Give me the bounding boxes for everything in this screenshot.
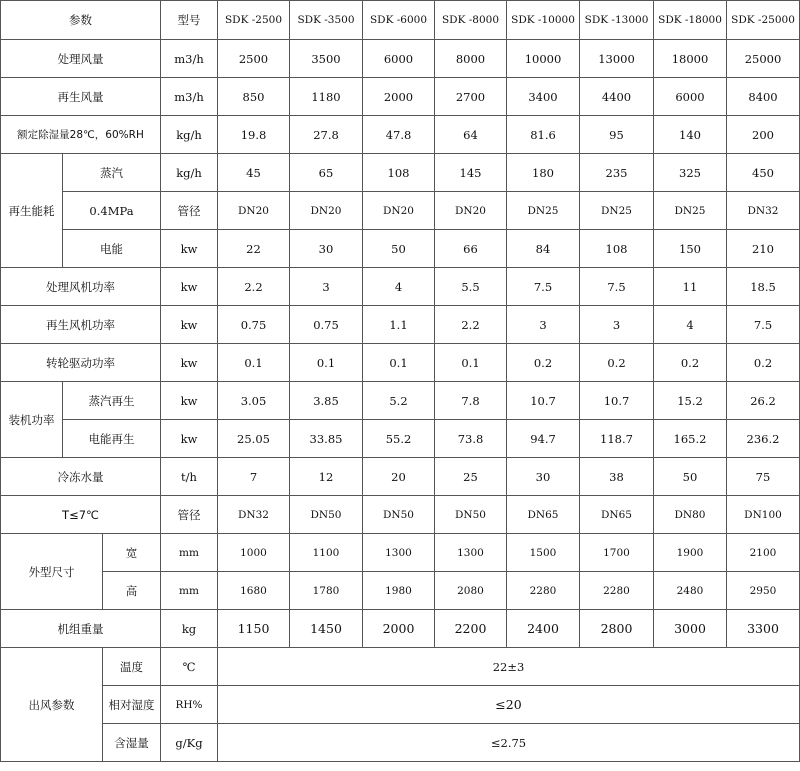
value-cell: 22 (218, 230, 290, 268)
model-cell: SDK -2500 (218, 1, 290, 40)
unit-cell: ℃ (161, 648, 218, 686)
value-cell: 6000 (363, 40, 435, 78)
value-cell: 1.1 (363, 306, 435, 344)
value-cell: 55.2 (363, 420, 435, 458)
value-cell: 145 (435, 154, 507, 192)
value-cell: 6000 (654, 78, 727, 116)
value-cell: DN80 (654, 496, 727, 534)
value-cell: 95 (580, 116, 654, 154)
value-cell: 2.2 (435, 306, 507, 344)
value-cell: 2950 (727, 572, 800, 610)
value-cell: DN50 (363, 496, 435, 534)
value-cell: 325 (654, 154, 727, 192)
table-row (1, 344, 800, 382)
row-label: 高 (103, 572, 161, 610)
value-cell: 1980 (363, 572, 435, 610)
row-label: 额定除湿量28℃，60%RH (1, 116, 161, 154)
table-row (1, 496, 800, 534)
value-cell: 2080 (435, 572, 507, 610)
row-label: 转轮驱动功率 (1, 344, 161, 382)
row-label: 再生风量 (1, 78, 161, 116)
value-cell: 0.75 (290, 306, 363, 344)
table-row (1, 458, 800, 496)
value-cell: 8000 (435, 40, 507, 78)
row-label: 处理风量 (1, 40, 161, 78)
value-cell: 10.7 (507, 382, 580, 420)
value-cell: DN65 (580, 496, 654, 534)
table-row (1, 116, 800, 154)
unit-cell: m3/h (161, 78, 218, 116)
unit-cell: mm (161, 572, 218, 610)
value-cell: 7.5 (580, 268, 654, 306)
row-label: 宽 (103, 534, 161, 572)
unit-cell: kw (161, 268, 218, 306)
value-cell: 18000 (654, 40, 727, 78)
value-cell: 10000 (507, 40, 580, 78)
value-cell: 4400 (580, 78, 654, 116)
unit-cell: t/h (161, 458, 218, 496)
value-cell: 140 (654, 116, 727, 154)
row-label: 含湿量 (103, 724, 161, 762)
table-row (1, 534, 800, 572)
model-header: 型号 (161, 1, 218, 40)
merged-value-cell: ≤20 (218, 686, 800, 724)
value-cell: 84 (507, 230, 580, 268)
value-cell: 0.2 (580, 344, 654, 382)
value-cell: 0.1 (290, 344, 363, 382)
value-cell: DN25 (507, 192, 580, 230)
value-cell: 3 (580, 306, 654, 344)
value-cell: 200 (727, 116, 800, 154)
value-cell: 10.7 (580, 382, 654, 420)
value-cell: 3300 (727, 610, 800, 648)
value-cell: DN20 (363, 192, 435, 230)
value-cell: DN25 (580, 192, 654, 230)
row-label: 再生风机功率 (1, 306, 161, 344)
value-cell: 2800 (580, 610, 654, 648)
row-label: 相对湿度 (103, 686, 161, 724)
value-cell: 2480 (654, 572, 727, 610)
value-cell: 450 (727, 154, 800, 192)
value-cell: 30 (507, 458, 580, 496)
value-cell: 1300 (435, 534, 507, 572)
row-label: 电能 (63, 230, 161, 268)
value-cell: 12 (290, 458, 363, 496)
unit-cell: kw (161, 382, 218, 420)
value-cell: 1780 (290, 572, 363, 610)
value-cell: 118.7 (580, 420, 654, 458)
value-cell: 25.05 (218, 420, 290, 458)
value-cell: 1680 (218, 572, 290, 610)
unit-cell: g/Kg (161, 724, 218, 762)
value-cell: 850 (218, 78, 290, 116)
table-row (1, 420, 800, 458)
group-label: 外型尺寸 (1, 534, 103, 610)
value-cell: 2700 (435, 78, 507, 116)
model-cell: SDK -10000 (507, 1, 580, 40)
row-label: 冷冻水量 (1, 458, 161, 496)
value-cell: 0.1 (218, 344, 290, 382)
value-cell: 26.2 (727, 382, 800, 420)
value-cell: 0.1 (363, 344, 435, 382)
value-cell: 2400 (507, 610, 580, 648)
value-cell: 1150 (218, 610, 290, 648)
value-cell: 108 (580, 230, 654, 268)
model-cell: SDK -25000 (727, 1, 800, 40)
value-cell: 4 (654, 306, 727, 344)
value-cell: 20 (363, 458, 435, 496)
value-cell: 27.8 (290, 116, 363, 154)
value-cell: DN50 (435, 496, 507, 534)
value-cell: 66 (435, 230, 507, 268)
unit-cell: kw (161, 306, 218, 344)
row-label: 处理风机功率 (1, 268, 161, 306)
unit-cell: kw (161, 420, 218, 458)
model-cell: SDK -18000 (654, 1, 727, 40)
header-row (1, 1, 800, 40)
table-row (1, 648, 800, 686)
value-cell: 30 (290, 230, 363, 268)
value-cell: DN20 (218, 192, 290, 230)
row-label: 电能再生 (63, 420, 161, 458)
row-label: 温度 (103, 648, 161, 686)
value-cell: 7 (218, 458, 290, 496)
unit-cell: kw (161, 344, 218, 382)
table-row (1, 382, 800, 420)
row-label: T≤7℃ (1, 496, 161, 534)
value-cell: 5.5 (435, 268, 507, 306)
table-row (1, 78, 800, 116)
value-cell: DN50 (290, 496, 363, 534)
unit-cell: RH% (161, 686, 218, 724)
value-cell: 3500 (290, 40, 363, 78)
value-cell: 2100 (727, 534, 800, 572)
value-cell: 8400 (727, 78, 800, 116)
group-label: 再生能耗 (1, 154, 63, 268)
value-cell: 1500 (507, 534, 580, 572)
value-cell: DN32 (218, 496, 290, 534)
table-row (1, 686, 800, 724)
value-cell: DN25 (654, 192, 727, 230)
table-row (1, 40, 800, 78)
unit-cell: kw (161, 230, 218, 268)
value-cell: 2.2 (218, 268, 290, 306)
value-cell: 3 (507, 306, 580, 344)
model-cell: SDK -13000 (580, 1, 654, 40)
value-cell: 165.2 (654, 420, 727, 458)
table-row (1, 572, 800, 610)
value-cell: 75 (727, 458, 800, 496)
unit-cell: 管径 (161, 192, 218, 230)
table-row (1, 154, 800, 192)
unit-cell: kg/h (161, 116, 218, 154)
value-cell: 50 (363, 230, 435, 268)
value-cell: DN20 (290, 192, 363, 230)
unit-cell: m3/h (161, 40, 218, 78)
unit-cell: kg/h (161, 154, 218, 192)
value-cell: 81.6 (507, 116, 580, 154)
row-label: 机组重量 (1, 610, 161, 648)
value-cell: 210 (727, 230, 800, 268)
unit-cell: 管径 (161, 496, 218, 534)
value-cell: 5.2 (363, 382, 435, 420)
value-cell: 33.85 (290, 420, 363, 458)
value-cell: 108 (363, 154, 435, 192)
value-cell: 73.8 (435, 420, 507, 458)
value-cell: 1700 (580, 534, 654, 572)
value-cell: 11 (654, 268, 727, 306)
value-cell: 2000 (363, 78, 435, 116)
value-cell: 3.85 (290, 382, 363, 420)
value-cell: 1100 (290, 534, 363, 572)
model-cell: SDK -8000 (435, 1, 507, 40)
value-cell: 50 (654, 458, 727, 496)
merged-value-cell: 22±3 (218, 648, 800, 686)
value-cell: 0.2 (507, 344, 580, 382)
table-row (1, 306, 800, 344)
row-label: 蒸汽 (63, 154, 161, 192)
value-cell: 94.7 (507, 420, 580, 458)
value-cell: 0.2 (727, 344, 800, 382)
value-cell: 0.2 (654, 344, 727, 382)
value-cell: 18.5 (727, 268, 800, 306)
value-cell: DN100 (727, 496, 800, 534)
value-cell: 2200 (435, 610, 507, 648)
value-cell: 1000 (218, 534, 290, 572)
value-cell: 0.75 (218, 306, 290, 344)
value-cell: 1450 (290, 610, 363, 648)
value-cell: 3400 (507, 78, 580, 116)
table-row (1, 268, 800, 306)
table-row (1, 610, 800, 648)
value-cell: 4 (363, 268, 435, 306)
value-cell: 65 (290, 154, 363, 192)
table-row (1, 724, 800, 762)
unit-cell: mm (161, 534, 218, 572)
value-cell: 235 (580, 154, 654, 192)
merged-value-cell: ≤2.75 (218, 724, 800, 762)
value-cell: 7.5 (507, 268, 580, 306)
value-cell: 3.05 (218, 382, 290, 420)
row-label: 0.4MPa (63, 192, 161, 230)
group-label: 出风参数 (1, 648, 103, 762)
value-cell: DN65 (507, 496, 580, 534)
value-cell: 15.2 (654, 382, 727, 420)
value-cell: 236.2 (727, 420, 800, 458)
value-cell: DN32 (727, 192, 800, 230)
value-cell: 2280 (580, 572, 654, 610)
value-cell: 3000 (654, 610, 727, 648)
value-cell: 19.8 (218, 116, 290, 154)
table-row (1, 192, 800, 230)
value-cell: 7.5 (727, 306, 800, 344)
value-cell: 7.8 (435, 382, 507, 420)
value-cell: 1300 (363, 534, 435, 572)
row-label: 蒸汽再生 (63, 382, 161, 420)
model-cell: SDK -6000 (363, 1, 435, 40)
group-label: 装机功率 (1, 382, 63, 458)
value-cell: 180 (507, 154, 580, 192)
value-cell: 2000 (363, 610, 435, 648)
value-cell: 25000 (727, 40, 800, 78)
value-cell: 2500 (218, 40, 290, 78)
value-cell: 1180 (290, 78, 363, 116)
value-cell: 47.8 (363, 116, 435, 154)
value-cell: 150 (654, 230, 727, 268)
value-cell: 38 (580, 458, 654, 496)
value-cell: 64 (435, 116, 507, 154)
value-cell: 13000 (580, 40, 654, 78)
value-cell: 3 (290, 268, 363, 306)
value-cell: 2280 (507, 572, 580, 610)
param-header: 参数 (1, 1, 161, 40)
value-cell: DN20 (435, 192, 507, 230)
value-cell: 45 (218, 154, 290, 192)
value-cell: 1900 (654, 534, 727, 572)
value-cell: 25 (435, 458, 507, 496)
unit-cell: kg (161, 610, 218, 648)
table-row (1, 230, 800, 268)
model-cell: SDK -3500 (290, 1, 363, 40)
value-cell: 0.1 (435, 344, 507, 382)
